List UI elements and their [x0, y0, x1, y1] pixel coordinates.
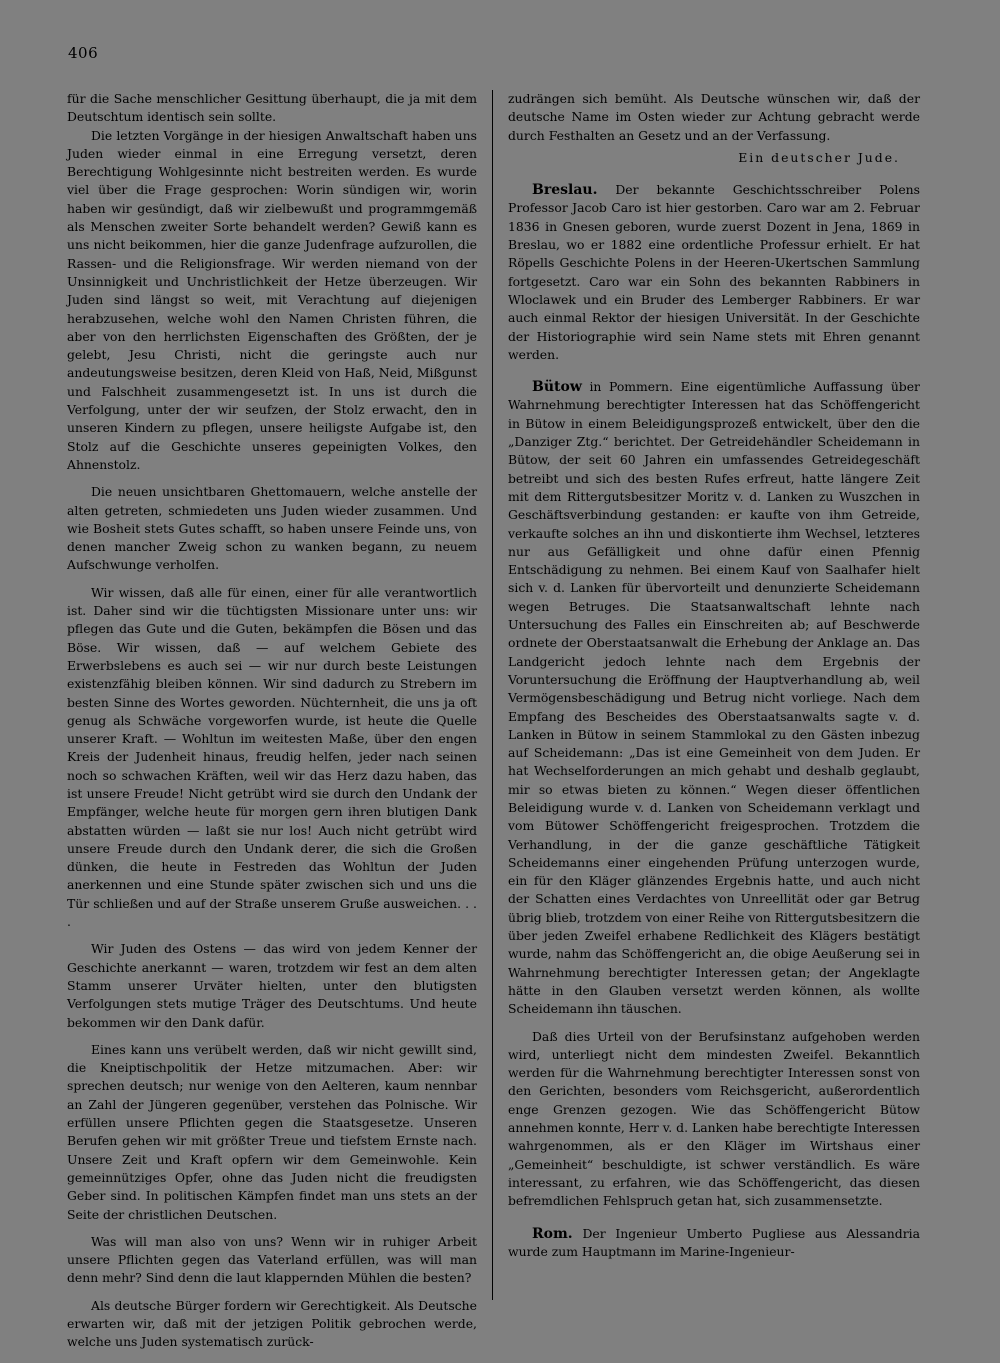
- paragraph: Eines kann uns verübelt werden, daß wir nicht gewillt sind, die Kneiptischpolitik der Hetze mitzumachen. Aber: wir sprechen deutsch; nur wenige von den Aelteren, kaum nennbar an Zahl der Jüngeren gegenüber, verstehen das Polnische. Wir erfüllen unsere Pflichten gegen die Staatsgesetze. Unseren Berufen gehen wir mit größter Treue und tiefstem Ernste nach. Unsere Zeit und Kraft opfern wir dem Gemeinwohle. Kein gemeinnütziges Opfer, ohne das Juden nicht die freudigsten Geber sind. In politischen Kämpfen findet man uns stets an der Seite der christlichen Deutschen.: [67, 1041, 477, 1222]
- paragraph: für die Sache menschlicher Gesittung überhaupt, die ja mit dem Deutschtum identisch sein sollte.: [67, 91, 477, 125]
- paragraph: Als deutsche Bürger fordern wir Gerechtigkeit. Als Deutsche erwarten wir, daß mit der jetzigen Politik gebrochen werde, welche uns Juden systematisch zurück-: [67, 1297, 477, 1350]
- paragraph: Daß dies Urteil von der Berufsinstanz aufgehoben werden wird, unterliegt nicht dem mindesten Zweifel. Bekanntlich werden für die Wahrnehmung berechtigter Interessen sonst von den Gerichten, besonders vom Reichsgericht, außerordentlich enge Grenzen gezogen. Wie das Schöffengericht Bütow annehmen konnte, Herr v. d. Lanken habe berechtigte Interessen wahrgenommen, als er den Kläger im Wirtshaus einer „Gemeinheit“ beschuldigte, ist schwer verständlich. Es wäre interessant, zu erfahren, wie das Schöffengericht, das diesen befremdlichen Fehlspruch getan hat, sich zusammensetzte.: [508, 1028, 920, 1209]
- news-text: Der Ingenieur Umberto Pugliese aus Alessandria wurde zum Hauptmann im Marine-Ingenieur-: [508, 1225, 920, 1259]
- news-item-breslau: [508, 181, 920, 364]
- left-column: [67, 90, 477, 1352]
- paragraph: Die neuen unsichtbaren Ghettomauern, welche anstelle der alten getreten, schmiedeten uns Juden wieder zusammen. Und wie Bosheit stets Gutes schafft, so haben unsere Feinde uns, von denen mancher Zweig schon zu wanken begann, zu neuem Aufschwunge verholfen.: [67, 484, 477, 573]
- news-text: in Pommern. Eine eigentümliche Auffassung über Wahrnehmung berechtigter Interessen hat das Schöffengericht in Bütow in einem Beleidigungsprozeß entwickelt, über den die „Danziger Ztg.“ berichtet. Der Getreidehändler Scheidemann in Bütow, der seit 60 Jahren ein umfassendes Getreidegeschäft betreibt und sich des besten Rufes erfreut, hatte längere Zeit mit dem Rittergutsbesitzer Moritz v. d. Lanken zu Wuszchen in Geschäftsverbindung gestanden: er kaufte von ihm Getreide, verkaufte solches an ihn und diskontierte ihm Wechsel, letzteres nur aus Gefälligkeit und ohne dafür einen Pfennig Entschädigung zu nehmen. Bei einem Kauf von Saalhafer hielt sich v. d. Lanken für übervorteilt und denunzierte Scheidemann wegen Betruges. Die Staatsanwaltschaft lehnte nach Untersuchung des Falles ein Einschreiten ab; auf Beschwerde ordnete der Oberstaatsanwalt die Erhebung der Anklage an. Das Landgericht jedoch lehnte nach dem Ergebnis der Voruntersuchung die Eröffnung der Hauptverhandlung ab, weil Vermögensbeschädigung und Betrug nicht vorliege. Nach dem Empfang des Bescheides des Oberstaatsanwalts sagte v. d. Lanken in Bütow in seinem Stammlokal zu den Gästen inbezug auf Scheidemann: „Das ist eine Gemeinheit von dem Juden. Er hat Wechselforderungen an mich gehabt und deshalb geglaubt, mir so etwas bieten zu können.“ Wegen dieser öffentlichen Beleidigung wurde v. d. Lanken von Scheidemann verklagt und vom Bütower Schöffengericht freigesprochen. Trotzdem die Verhandlung, in der die ganze geschäftliche Tätigkeit Scheidemanns einer eingehenden Prüfung unterzogen wurde, ein für den Kläger glänzendes Ergebnis hatte, und auch nicht der Schatten eines Verdachtes von Unreellität oder gar Betrug übrig blieb, trotzdem von einer Reihe von Rittergutsbesitzern die über jeden Zweifel erhabene Redlichkeit des Klägers bestätigt wurde, nahm das Schöffengericht an, die obige Aeußerung sei in Wahrnehmung berechtigter Interessen getan; der Angeklagte hätte in den Glauben versetzt werden können, als wollte Scheidemann ihn täuschen.: [508, 379, 920, 1017]
- paragraph: Was will man also von uns? Wenn wir in ruhiger Arbeit unsere Pflichten gegen das Vaterland erfüllen, was will man denn mehr? Sind denn die laut klappernden Mühlen die besten?: [67, 1233, 477, 1286]
- right-column: [508, 90, 920, 1261]
- column-divider: [492, 90, 493, 1300]
- paragraph: zudrängen sich bemüht. Als Deutsche wünschen wir, daß der deutsche Name im Osten wieder zur Achtung gebracht werde durch Festhalten an Gesetz und an der Verfassung.: [508, 91, 920, 143]
- news-text: Der bekannte Geschichtsschreiber Polens Professor Jacob Caro ist hier gestorben. Caro war am 2. Februar 1836 in Gnesen geboren, wurde zuerst Dozent in Jena, 1869 in Breslau, wo er 1882 eine ordentliche Professur erhielt. Er hat Röpells Geschichte Polens in der Heeren-Ukertschen Sammlung fortgesetzt. Caro war ein Sohn des bekannten Rabbiners in Wloclawek und ein Bruder des Lemberger Rabbiners. Er war auch einmal Rektor der hiesigen Universität. In der Geschichte der Historiographie wird sein Name stets mit Ehren genannt werden.: [508, 182, 920, 362]
- page-number: 406: [68, 44, 99, 62]
- signature: Ein deutscher Jude.: [738, 149, 900, 165]
- place-heading: Breslau.: [532, 182, 598, 199]
- place-heading: Bütow: [532, 379, 582, 396]
- paragraph: Die letzten Vorgänge in der hiesigen Anwaltschaft haben uns Juden wieder einmal in eine Erregung versetzt, deren Berechtigung Wohlgesinnte nicht bestreiten werden. Es wurde viel über die Frage gesprochen: Worin sündigen wir, worin haben wir gesündigt, daß wir zielbewußt und programmgemäß als Menschen zweiter Sorte behandelt werden? Gewiß kann es uns nicht beikommen, hier die ganze Judenfrage aufzurollen, die Rassen- und die Religionsfrage. Wir werden niemand von der Unsinnigkeit und Unchristlichkeit der Hetze überzeugen. Wir Juden sind längst so weit, mit Verachtung auf diejenigen herabzusehen, welche wohl den Namen Christen führen, die aber von den herrlichsten Eigenschaften des Größten, der je gelebt, Jesu Christi, nicht die geringste auch nur andeutungsweise besitzen, deren Kleid von Haß, Neid, Mißgunst und Falschheit zusammengesetzt ist. In uns ist durch die Verfolgung, unter der wir seufzen, der Stolz erwacht, den in unseren Kindern zu pflegen, unsere heiligste Aufgabe ist, den Stolz auf die Geschichte unseres gepeinigten Volkes, den Ahnenstolz.: [67, 127, 477, 472]
- paragraph: Wir Juden des Ostens — das wird von jedem Kenner der Geschichte anerkannt — waren, trotzdem wir fest an dem alten Stamm unserer Urväter hielten, unter den blutigsten Verfolgungen stets mutige Träger des Deutschtums. Und heute bekommen wir den Dank dafür.: [67, 941, 477, 1030]
- place-heading: Rom.: [532, 1225, 573, 1242]
- paragraph: Wir wissen, daß alle für einen, einer für alle verantwortlich ist. Daher sind wir die tüchtigsten Missionare unter uns: wir pflegen das Gute und die Guten, bekämpfen die Bösen und das Böse. Wir wissen, daß — auf welchem Gebiete des Erwerbslebens es auch sei — wir nur durch beste Leistungen existenzfähig bleiben können. Wir sind dadurch zu Strebern im besten Sinne des Wortes geworden. Nüchternheit, die uns ja oft genug als Schwäche vorgeworfen wurde, ist heute die Quelle unserer Kraft. — Wohltun im weitesten Maße, über den engen Kreis der Judenheit hinaus, freudig helfen, jeder nach seinen noch so schwachen Kräften, weil wir das Herz dazu haben, das ist unsere Freude! Nicht getrübt wird sie durch den Undank der Empfänger, welche heute für morgen gern ihren blutigen Dank abstatten würden — laßt sie nur los! Auch nicht getrübt wird unsere Freude durch den Undank derer, die sich die Großen dünken, die heute in Festreden das Wohltun der Juden anerkennen und eine Stunde später zwischen sich und uns die Tür schließen und auf der Straße unserem Gruße ausweichen. . . .: [67, 584, 477, 930]
- news-item-rom: [508, 1225, 920, 1262]
- news-item-buetow: [508, 378, 920, 1018]
